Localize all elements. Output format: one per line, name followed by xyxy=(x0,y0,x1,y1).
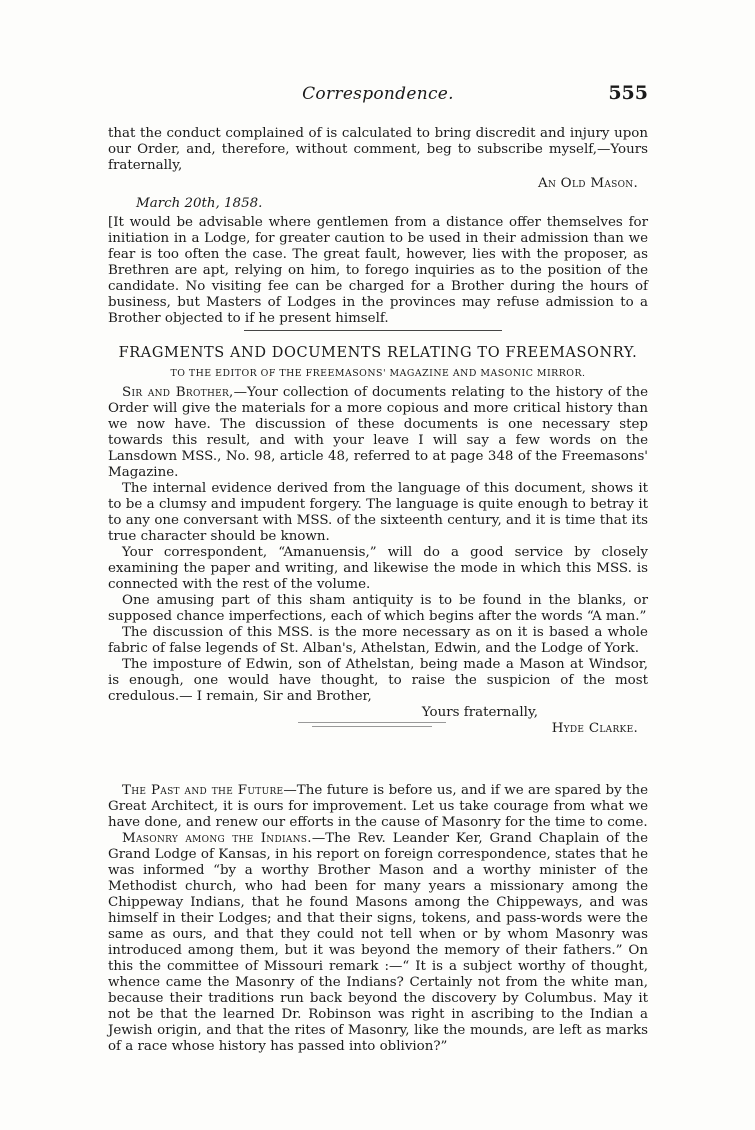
fragments-closing: Yours fraternally, xyxy=(421,705,538,720)
ornamental-divider xyxy=(298,722,446,723)
indians-paragraph: Masonry among the Indians.—The Rev. Leander Ker, Grand Chaplain of the Grand Lodge of Kansas, in his report on foreign correspondence, states that he was informed “by a worthy Brother Mason and a worthy minister of the Methodist church, who had been for many years a missionary among the Chippeway Indians, that he found Masons among the Chippeways, and was himself in their Lodges; and that their signs, tokens, and pass-words were the same as ours, and that they could not tell when or by whom Masonry was introduced among them, but it was beyond the memory of their fathers.” On this the committee of Missouri remark :—“ It is a subject worthy of thought, whence came the Masonry of the Indians? Certainly not from the white man, because their traditions run back beyond the discovery by Columbus. May it not be that the learned Dr. Robinson was right in ascribing to the Indian a Jewish origin, and that the rites of Masonry, like the mounds, are left as marks of a race whose history has passed into oblivion?” xyxy=(108,831,648,1054)
page-number: 555 xyxy=(608,82,648,104)
fragments-paragraph: Your correspondent, “Amanuensis,” will do a good service by closely examining the paper and writing, and likewise the mode in which this MSS. is connected with the rest of the volume. xyxy=(108,545,648,592)
page-header xyxy=(108,84,648,110)
ornamental-divider xyxy=(312,726,432,727)
letter-end-date: March 20th, 1858. xyxy=(136,196,263,211)
fragments-letter xyxy=(108,385,648,737)
editor-note: [It would be advisable where gentlemen from a distance offer themselves for initiation in a Lodge, for greater caution to be used in their admission than we fear is too often the case. The great fault, however, lies with the proposer, as Brethren are apt, relying on him, to forego inquiries as to the position of the candidate. No visiting fee can be charged for a Brother during the hours of business, but Masters of Lodges in the provinces may refuse admission to a Brother objected to if he present himself. xyxy=(108,215,648,326)
fragments-paragraph: The imposture of Edwin, son of Athelstan, being made a Mason at Windsor, is enough, one would have thought, to raise the suspicion of the most credulous.— I remain, Sir and Brother, xyxy=(108,657,648,704)
letter-end-signature: An Old Mason. xyxy=(537,176,638,191)
fragments-signature: Hyde Clarke. xyxy=(551,721,638,736)
fragments-paragraph: The internal evidence derived from the language of this document, shows it to be a clumsy and impudent forgery. The language is quite enough to betray it to any one conversant with MSS. of the sixteenth century, and it is time that its true character should be known. xyxy=(108,481,648,544)
salutation: Sir and Brother, xyxy=(122,385,234,400)
past-future-paragraph: The Past and the Future—The future is before us, and if we are spared by the Great Architect, it is ours for improvement. Let us take courage from what we have done, and renew our efforts in the cause of Masonry for the time to come. xyxy=(108,783,648,830)
miscellanea xyxy=(108,783,648,1055)
running-title: Correspondence. xyxy=(302,84,454,104)
section-title: FRAGMENTS AND DOCUMENTS RELATING TO FREEMASONRY. xyxy=(118,345,638,361)
indians-label: Masonry among the Indians. xyxy=(122,831,312,846)
letter-end-text: that the conduct complained of is calculated to bring discredit and injury upon our Order, and, therefore, without comment, beg to subscribe myself,—Yours fraternally, xyxy=(108,126,648,173)
letter-end xyxy=(108,126,648,327)
past-future-label: The Past and the Future xyxy=(122,783,284,798)
editor-address: TO THE EDITOR OF THE FREEMASONS' MAGAZINE AND MASONIC MIRROR. xyxy=(170,368,586,379)
fragments-paragraph: One amusing part of this sham antiquity is to be found in the blanks, or supposed chance imperfections, each of which begins after the words “A man.” xyxy=(108,593,648,624)
section-divider xyxy=(244,330,502,331)
fragments-paragraph: The discussion of this MSS. is the more necessary as on it is based a whole fabric of false legends of St. Alban's, Athelstan, Edwin, and the Lodge of York. xyxy=(108,625,648,656)
fragments-paragraph: Sir and Brother,—Your collection of documents relating to the history of the Order will give the materials for a more copious and more critical history than we now have. The discussion of these documents is one necessary step towards this result, and with your leave I will say a few words on the Lansdown MSS., No. 98, article 48, referred to at page 348 of the Freemasons' Magazine. xyxy=(108,385,648,480)
